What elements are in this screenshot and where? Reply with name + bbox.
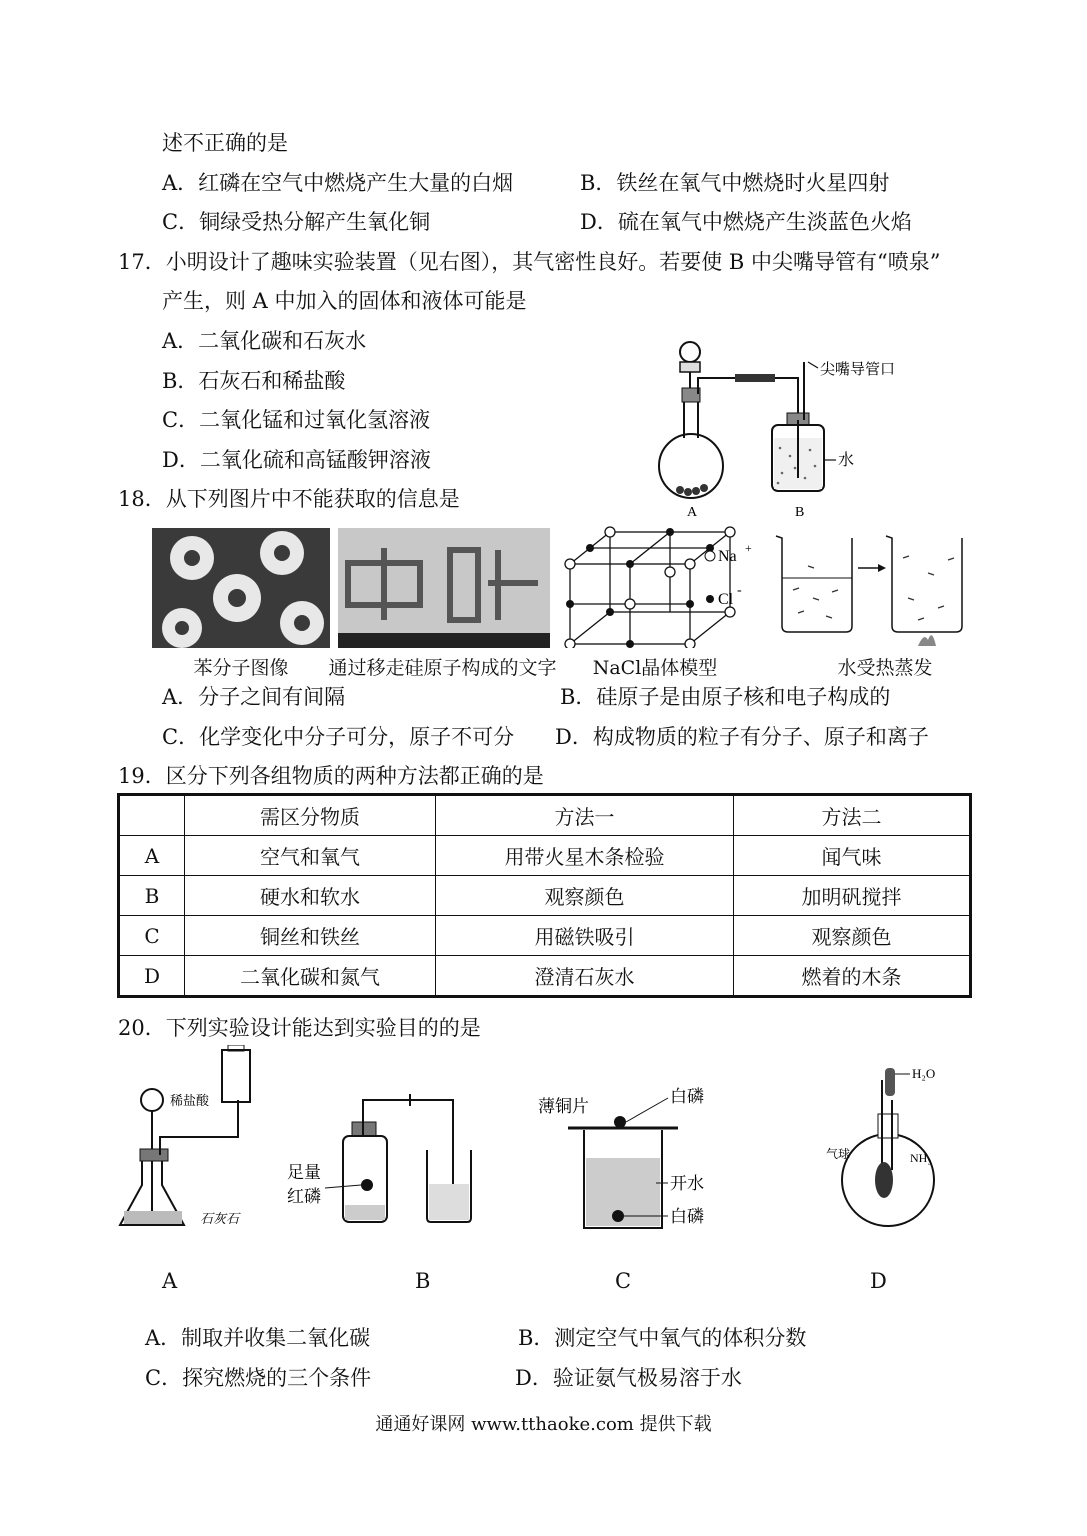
table-row <box>119 916 971 956</box>
table-header <box>119 795 185 836</box>
q20-option-b: B．测定空气中氧气的体积分数 <box>518 1326 807 1350</box>
nacl-cl-charge: - <box>737 583 742 598</box>
table-header: 方法一 <box>436 795 734 836</box>
table-cell: 加明矾搅拌 <box>734 876 971 916</box>
table-cell: 燃着的木条 <box>734 956 971 997</box>
nacl-na-label: Na <box>718 548 737 565</box>
figure-letter-c: C <box>615 1269 632 1293</box>
figure-letter-a: A <box>162 1269 178 1293</box>
q20-figure-a <box>112 1045 272 1240</box>
table-cell: 铜丝和铁丝 <box>185 916 436 956</box>
table-cell: 二氧化碳和氮气 <box>185 956 436 997</box>
copper-plate-label: 薄铜片 <box>538 1097 589 1116</box>
water-evaporation-figure <box>768 528 973 648</box>
q18-stem: 18．从下列图片中不能获取的信息是 <box>118 487 460 511</box>
figure-letter-d: D <box>870 1269 887 1293</box>
q17-option-c: C．二氧化锰和过氧化氢溶液 <box>162 408 431 432</box>
white-phosphorus-bottom-label: 白磷 <box>670 1207 704 1226</box>
q20-figure-c <box>538 1078 718 1238</box>
nh3-label: NH₃ <box>910 1151 932 1165</box>
q16-option-b: B．铁丝在氧气中燃烧时火星四射 <box>580 171 890 195</box>
q18-option-d: D．构成物质的粒子有分子、原子和离子 <box>555 725 929 749</box>
q17-option-d: D．二氧化硫和高锰酸钾溶液 <box>162 448 431 472</box>
nacl-crystal-model <box>560 524 760 648</box>
q20-option-a: A．制取并收集二氧化碳 <box>145 1326 371 1350</box>
benzene-molecule-image <box>152 528 330 648</box>
q17-stem-line2: 产生，则 A 中加入的固体和液体可能是 <box>162 289 527 313</box>
table-cell: 观察颜色 <box>436 876 734 916</box>
caption-silicon-text: 通过移走硅原子构成的文字 <box>328 657 557 679</box>
q17-option-b: B．石灰石和稀盐酸 <box>162 369 346 393</box>
silicon-atom-text-image <box>338 528 550 648</box>
white-phosphorus-top-label: 白磷 <box>670 1087 704 1106</box>
table-cell: C <box>119 916 185 956</box>
table-cell: 用磁铁吸引 <box>436 916 734 956</box>
table-cell: 观察颜色 <box>734 916 971 956</box>
q17-option-a: A．二氧化碳和石灰水 <box>162 329 367 353</box>
balloon-label: 气球 <box>826 1147 851 1161</box>
table-cell: A <box>119 836 185 876</box>
q19-table <box>117 793 972 998</box>
q17-apparatus-figure <box>650 338 920 520</box>
figure-letter-b: B <box>415 1269 431 1293</box>
table-cell: 澄清石灰水 <box>436 956 734 997</box>
table-row <box>119 876 971 916</box>
q18-option-c: C．化学变化中分子可分，原子不可分 <box>162 725 515 749</box>
q17-bottle-b-label: B <box>795 505 805 520</box>
table-header-row <box>119 795 971 836</box>
q17-flask-a-label: A <box>687 505 698 520</box>
table-row <box>119 836 971 876</box>
table-cell: B <box>119 876 185 916</box>
q17-stem-line1: 17．小明设计了趣味实验装置（见右图），其气密性良好。若要使 B 中尖嘴导管有“喷泉” <box>118 250 941 274</box>
q20-figure-b <box>285 1080 485 1230</box>
q20-option-c: C．探究燃烧的三个条件 <box>145 1366 372 1390</box>
q18-option-b: B．硅原子是由原子核和电子构成的 <box>560 685 891 709</box>
q16-option-c: C．铜绿受热分解产生氧化铜 <box>162 210 431 234</box>
table-cell: 硬水和软水 <box>185 876 436 916</box>
q18-option-a: A．分子之间有间隔 <box>162 685 346 709</box>
nacl-cl-label: Cl <box>718 591 734 608</box>
table-row <box>119 956 971 997</box>
table-header: 方法二 <box>734 795 971 836</box>
table-header: 需区分物质 <box>185 795 436 836</box>
table-cell: 闻气味 <box>734 836 971 876</box>
q20-option-d: D．验证氨气极易溶于水 <box>515 1366 742 1390</box>
limestone-label: 石灰石 <box>200 1211 240 1226</box>
red-phosphorus-label: 红磷 <box>287 1187 321 1206</box>
q17-water-label: 水 <box>838 452 855 469</box>
q20-figure-d <box>820 1060 950 1240</box>
q16-stem-tail: 述不正确的是 <box>162 131 288 155</box>
table-cell: D <box>119 956 185 997</box>
q16-option-d: D．硫在氧气中燃烧产生淡蓝色火焰 <box>580 210 912 234</box>
table-cell: 空气和氧气 <box>185 836 436 876</box>
q19-stem: 19．区分下列各组物质的两种方法都正确的是 <box>118 764 544 788</box>
dilute-hcl-label: 稀盐酸 <box>170 1093 210 1108</box>
caption-nacl: NaCl晶体模型 <box>592 657 718 679</box>
q17-nozzle-label: 尖嘴导管口 <box>820 362 896 378</box>
h2o-label: H₂O <box>912 1066 936 1081</box>
page-footer: 通通好课网 www.tthaoke.com 提供下载 <box>375 1414 712 1435</box>
caption-benzene: 苯分子图像 <box>193 657 289 679</box>
sufficient-label: 足量 <box>287 1163 321 1182</box>
boiling-water-label: 开水 <box>670 1174 704 1193</box>
table-cell: 用带火星木条检验 <box>436 836 734 876</box>
caption-evaporation: 水受热蒸发 <box>837 657 933 679</box>
q20-stem: 20．下列实验设计能达到实验目的的是 <box>118 1016 481 1040</box>
nacl-na-charge: + <box>745 541 752 555</box>
q16-option-a: A．红磷在空气中燃烧产生大量的白烟 <box>162 171 514 195</box>
